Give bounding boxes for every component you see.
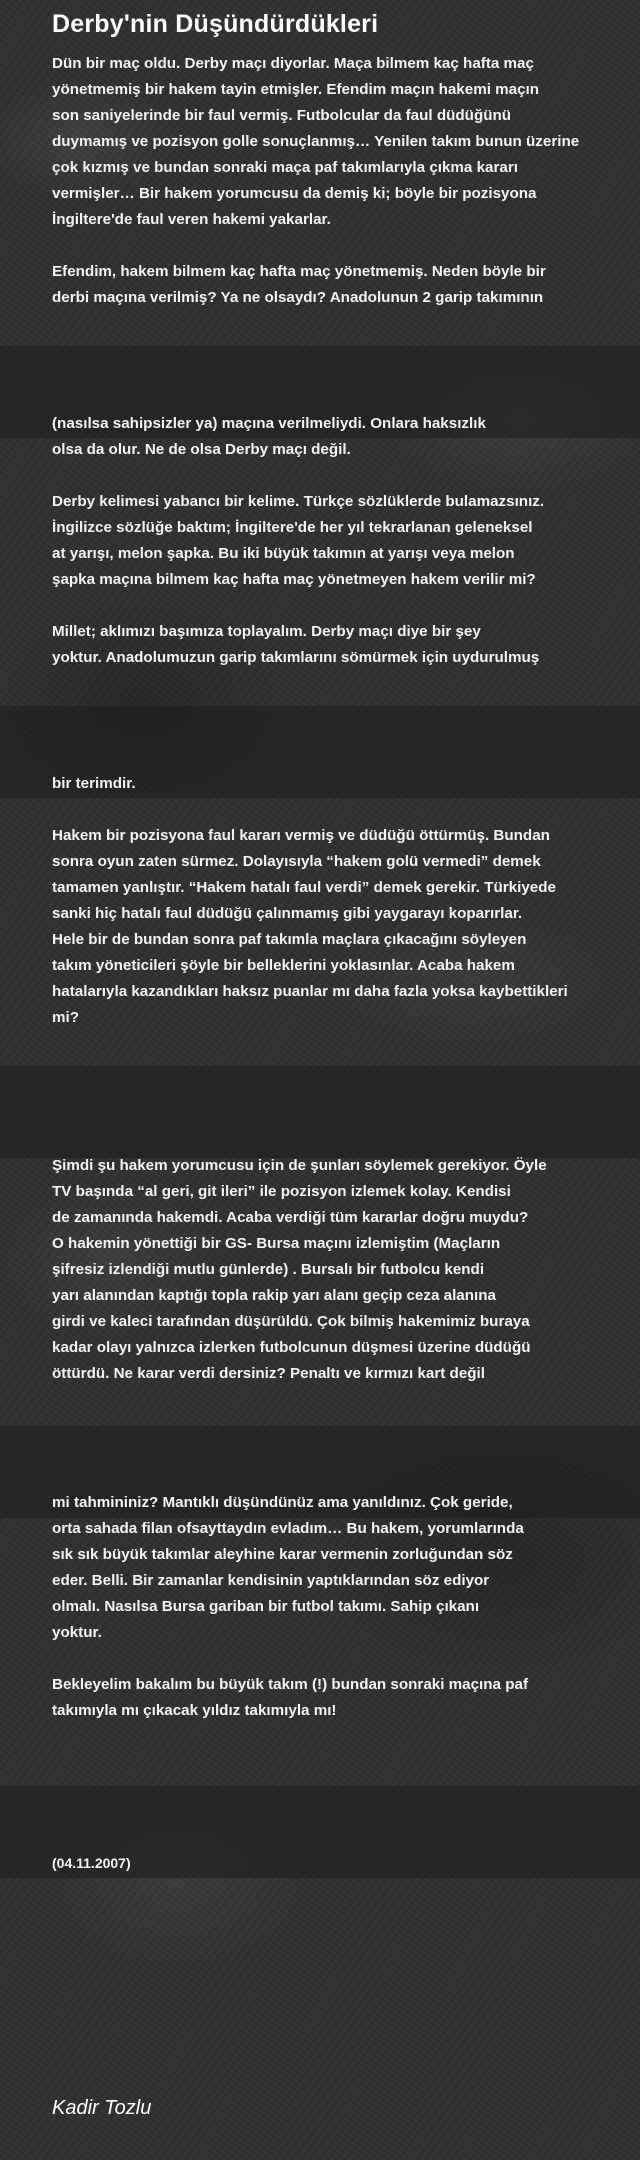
poem-title: Derby'nin Düşündürdükleri [52, 10, 379, 38]
poem-line: mi tahmininiz? Mantıklı düşündünüz ama yanıldınız. Çok geride, [52, 1494, 513, 1511]
poem-line: Derby kelimesi yabancı bir kelime. Türkçe sözlüklerde bulamazsınız. [52, 493, 545, 510]
poem-line: sık sık büyük takımlar aleyhine karar vermenin zorluğundan söz [52, 1546, 513, 1563]
poem-line: takım yöneticileri şöyle bir belleklerini yoklasınlar. Acaba hakem [52, 957, 515, 974]
poem-line: sonra oyun zaten sürmez. Dolayısıyla “hakem golü vermedi” demek [52, 853, 541, 870]
poem-line: çok kızmış ve bundan sonraki maça paf takımlarıyla çıkma kararı [52, 159, 518, 176]
poem-section-1 [52, 51, 622, 311]
poem-line: at yarışı, melon şapka. Bu iki büyük takımın at yarışı veya melon [52, 545, 515, 562]
stanza-gap [52, 593, 622, 619]
poem-line: duymamış ve pozisyon golle sonuçlanmış… Yenilen takım bunun üzerine [52, 133, 580, 150]
poem-line: Efendim, hakem bilmem kaç hafta maç yönetmemiş. Neden böyle bir [52, 263, 546, 280]
poem-line: olmalı. Nasılsa Bursa gariban bir futbol takımı. Sahip çıkanı [52, 1598, 480, 1615]
stanza-gap [52, 463, 622, 489]
poem-line: İngilizce sözlüğe baktım; İngiltere'de her yıl tekrarlanan geleneksel [52, 519, 533, 536]
poem-line: TV başında “al geri, git ileri” ile pozisyon izlemek kolay. Kendisi [52, 1183, 511, 1200]
stanza-gap [52, 797, 622, 823]
poem-line: şapka maçına bilmem kaç hafta maç yönetmeyen hakem verilir mi? [52, 571, 536, 588]
poem-line: tamamen yanlıştır. “Hakem hatalı faul verdi” demek gerekir. Türkiyede [52, 879, 556, 896]
poem-line: eder. Belli. Bir zamanlar kendisinin yaptıklarından söz ediyor [52, 1572, 490, 1589]
divider-band [0, 1066, 640, 1158]
poem-line: O hakemin yönettiği bir GS- Bursa maçını izlemiştim (Maçların [52, 1235, 501, 1252]
poem-line: Millet; aklımızı başımıza toplayalım. Derby maçı diye bir şey [52, 623, 481, 640]
poem-section-5 [52, 1490, 622, 1724]
poem-section-4 [52, 1153, 622, 1387]
poem-line: derbi maçına verilmiş? Ya ne olsaydı? Anadolunun 2 garip takımının [52, 289, 544, 306]
poem-line: olsa da olur. Ne de olsa Derby maçı değil. [52, 441, 351, 458]
poem-line: hatalarıyla kazandıkları haksız puanlar mı daha fazla yoksa kaybettikleri [52, 983, 568, 1000]
poem-line: de zamanında hakemdi. Acaba verdiği tüm kararlar doğru muydu? [52, 1209, 529, 1226]
poem-line: (nasılsa sahipsizler ya) maçına verilmeliydi. Onlara haksızlık [52, 415, 486, 432]
poem-line: mi? [52, 1009, 80, 1026]
poem-line: Hakem bir pozisyona faul kararı vermiş ve düdüğü öttürmüş. Bundan [52, 827, 550, 844]
poem-line: yarı alanından kaptığı topla rakip yarı alanı geçip ceza alanına [52, 1287, 496, 1304]
poem-date: (04.11.2007) [52, 1855, 131, 1871]
poem-section-3 [52, 771, 622, 1031]
poem-line: yönetmemiş bir hakem tayin etmişler. Efendim maçın hakemi maçın [52, 81, 540, 98]
poem-line: Bekleyelim bakalım bu büyük takım (!) bundan sonraki maçına paf [52, 1676, 529, 1693]
poem-section-2 [52, 411, 622, 671]
poem-line: şifresiz izlendiği mutlu günlerde) . Bursalı bir futbolcu kendi [52, 1261, 485, 1278]
stanza-gap [52, 1646, 622, 1672]
poem-line: vermişler… Bir hakem yorumcusu da demiş ki; böyle bir pozisyona [52, 185, 537, 202]
poem-line: bir terimdir. [52, 775, 136, 792]
poem-line: girdi ve kaleci tarafından düşürüldü. Çok bilmiş hakemimiz buraya [52, 1313, 530, 1330]
poem-line: Şimdi şu hakem yorumcusu için de şunları söylemek gerekiyor. Öyle [52, 1157, 547, 1174]
poem-line: yoktur. [52, 1624, 102, 1641]
poem-line: son saniyelerinde bir faul vermiş. Futbolcular da faul düdüğünü [52, 107, 512, 124]
poem-line: yoktur. Anadolumuzun garip takımlarını sömürmek için uydurulmuş [52, 649, 540, 666]
poem-line: sanki hiç hatalı faul düdüğü çalınmamış gibi yaygarayı koparırlar. [52, 905, 523, 922]
poem-line: İngiltere'de faul veren hakemi yakarlar. [52, 211, 331, 228]
poem-line: orta sahada filan ofsayttaydın evladım… Bu hakem, yorumlarında [52, 1520, 524, 1537]
stanza-gap [52, 233, 622, 259]
poem-line: kadar olayı yalnızca izlerken futbolcunun düşmesi üzerine düdüğü [52, 1339, 531, 1356]
poem-line: takımıyla mı çıkacak yıldız takımıyla mı! [52, 1702, 337, 1719]
poem-line: öttürdü. Ne karar verdi dersiniz? Penaltı ve kırmızı kart değil [52, 1365, 485, 1382]
poem-author: Kadir Tozlu [52, 2097, 152, 2119]
poem-line: Hele bir de bundan sonra paf takımla maçlara çıkacağını söyleyen [52, 931, 527, 948]
poem-line: Dün bir maç oldu. Derby maçı diyorlar. Maça bilmem kaç hafta maç [52, 55, 534, 72]
